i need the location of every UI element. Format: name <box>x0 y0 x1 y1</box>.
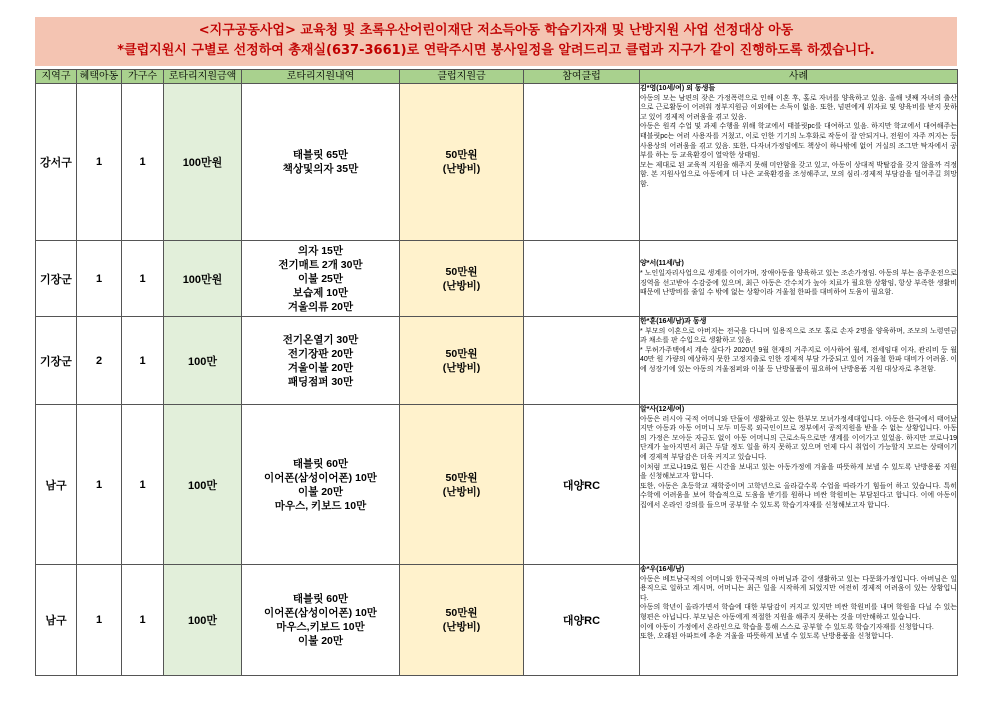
rotary-items-cell <box>242 565 400 676</box>
households-cell: 1 <box>122 317 164 405</box>
donation-item: 마우스,키보드 10만 <box>276 621 365 633</box>
case-cell <box>640 405 958 565</box>
club-amount: 50만원 <box>445 607 478 619</box>
children-cell: 2 <box>77 317 122 405</box>
rotary-amount-cell: 100만원 <box>164 241 242 317</box>
donation-item: 전기온열기 30만 <box>282 333 359 346</box>
banner-notice: *클럽지원시 구별로 선정하여 총재실(637-3661)로 연락주시면 봉사일정을 알려드리고 클럽과 지구가 같이 진행하도록 하겠습니다. <box>117 43 875 58</box>
club-cell <box>524 317 640 405</box>
children-cell: 1 <box>77 405 122 565</box>
club-note: (난방비) <box>442 163 481 175</box>
club-amount-cell <box>400 241 524 317</box>
district-cell: 남구 <box>36 565 77 676</box>
table-row <box>36 317 958 405</box>
donation-item: 패딩점퍼 30만 <box>287 375 354 388</box>
rotary-amount-cell: 100만 <box>164 405 242 565</box>
club-amount: 50만원 <box>445 265 478 278</box>
rotary-items-cell <box>242 317 400 405</box>
club-cell: 대양RC <box>524 405 640 565</box>
donation-item: 태블릿 60만 <box>292 593 349 605</box>
club-note: (난방비) <box>442 485 481 498</box>
header-children: 혜택아동 <box>77 70 122 84</box>
club-amount: 50만원 <box>445 149 478 161</box>
header-district: 지역구 <box>36 70 77 84</box>
rotary-items-cell <box>242 241 400 317</box>
club-amount-cell <box>400 565 524 676</box>
club-amount-cell <box>400 84 524 241</box>
donation-item: 이불 20만 <box>297 485 344 498</box>
children-cell: 1 <box>77 565 122 676</box>
table-row <box>36 565 958 676</box>
case-name: 한*훈(16세/남)과 동생 <box>640 318 707 325</box>
table-row <box>36 405 958 565</box>
club-amount: 50만원 <box>445 347 478 360</box>
donation-item: 마우스, 키보드 10만 <box>274 499 367 512</box>
club-note: (난방비) <box>442 621 481 633</box>
rotary-amount-cell: 100만 <box>164 317 242 405</box>
banner-title: <지구공동사업> 교육청 및 초록우산어린이재단 저소득아동 학습기자재 및 난방지원 사업 선정대상 아동 <box>198 23 794 38</box>
donation-item: 전기장판 20만 <box>287 347 354 360</box>
club-note: (난방비) <box>442 361 481 374</box>
households-cell: 1 <box>122 241 164 317</box>
club-cell <box>524 84 640 241</box>
case-text: 아동은 베트남국적의 어머니와 한국국적의 아버님과 같이 생활하고 있는 다문화가정입니다. 아버님은 일용직으로 일하고 계시며, 어머니는 최근 일을 시작하게 되었지만 여전히 경제적 어려움이 있는 상황입니다. 아동의 학년이 올라가면서 학습에 대한 부담감이 커지고 있지만 비싼 학원비를 내며 학원을 다닐 수 있는 형편은 아닙니다. 부모님은 아동에게 적절한 지원을 해주지 못하는 것을 미안해하고 있습니다. 이에 아동이 가정에서 온라인으로 학습을 통해 스스로 공부할 수 있도록 학습기자재를 신청합니다. 또한, 오래된 아파트에 추운 겨울을 따뜻하게 보낼 수 있도록 난방용품을 신청합니다. <box>640 575 957 641</box>
case-text: 아동의 모는 남편의 잦은 가정폭력으로 인해 이혼 후, 홀로 자녀를 양육하고 있음. 올해 넷째 자녀의 출산으로 근로활동이 어려워 정부지원금 이외에는 소득이 없음. 또한, 넘편에게 위자료 및 양육비를 받지 못하고 있어 경제적 어려움을 겪고 있음. 아동은 원격 수업 및 과제 수행을 위해 학교에서 태블릿pc를 대여하고 있음. 하지만 학교에서 대여해주는 태블릿pc는 여러 사용자를 거쳤고, 이로 인한 기기의 노후화로 작동이 잘 안되거나, 전원이 자주 꺼지는 등 사용상의 어려움을 겪고 있음. 또한, 다자녀가정임에도 책상이 하나밖에 없어 거실의 조그만 탁자에서 공부를 하는 등 교육환경이 열악한 상태임. 모는 제대로 된 교육적 지원을 해주지 못해 미안함을 갖고 있고, 아동이 상대적 박탈감을 갖지 않을까 걱정함. 본 지원사업으로 아동에게 더 나은 교육환경을 조성해주고, 모의 심리·경제적 부담감을 덜어주길 희망함. <box>640 94 957 188</box>
donation-item: 이불 20만 <box>297 635 344 647</box>
donation-item: 겨울의류 20만 <box>287 300 354 313</box>
header-rotary-amount: 로타리지원금액 <box>164 70 242 84</box>
case-name: 알*사(12세/여) <box>640 406 685 413</box>
donation-item: 태블릿 65만 <box>292 149 349 161</box>
case-name: 양*서(11세/남) <box>640 260 684 268</box>
donation-item: 태블릿 60만 <box>292 457 349 470</box>
district-cell: 기장군 <box>36 241 77 317</box>
header-club: 참여클럽 <box>524 70 640 84</box>
club-cell: 대양RC <box>524 565 640 676</box>
club-amount-cell <box>400 317 524 405</box>
club-amount-cell <box>400 405 524 565</box>
donation-item: 이어폰(삼성이어폰) 10만 <box>264 471 377 484</box>
donation-item: 겨울이불 20만 <box>287 361 354 374</box>
title-banner <box>35 17 957 66</box>
households-cell: 1 <box>122 84 164 241</box>
case-cell <box>640 241 958 317</box>
club-cell <box>524 241 640 317</box>
table-row <box>36 241 958 317</box>
case-name: 송*우(16세/남) <box>640 566 685 573</box>
case-cell <box>640 565 958 676</box>
table-row <box>36 84 958 241</box>
case-cell <box>640 84 958 241</box>
header-row <box>36 70 958 84</box>
selection-table <box>35 69 958 676</box>
district-cell: 강서구 <box>36 84 77 241</box>
case-text: * 노인일자리사업으로 생계를 이어가며, 장애아동을 양육하고 있는 조손가정임. 아동의 부는 음주운전으로 징역을 선고받아 수감중에 있으며, 최근 아동은 간수치가 높아 치료가 필요한 상황임, 항상 부족한 생활비때문에 난방비를 줄일 수 밖에 없는 상황이라 겨울철 한파를 대비하여 도움이 필요함. <box>640 269 957 297</box>
header-households: 가구수 <box>122 70 164 84</box>
donation-item: 이불 25만 <box>297 272 344 285</box>
children-cell: 1 <box>77 241 122 317</box>
rotary-amount-cell: 100만 <box>164 565 242 676</box>
case-text: 아동은 러시아 국적 어머니와 단둘이 생활하고 있는 한부모 모녀가정세대입니다. 아동은 한국에서 태어났지만 아동과 아동 어머니 모두 미등록 외국인이므로 정부에서 공적지원을 받을 수 없는 상황입니다. 아동의 가정은 모아둔 자금도 없이 아동 어머니의 근로소득으로만 생계를 이어가고 있었음. 하지만 코로나19 단계가 높아지면서 최근 두달 정도 일을 하지 못하고 있으며 언제 다시 취업이 가능할지 모르는 상태이기에 경제적 부담감은 더욱 커지고 있습니다. 이처럼 코로나19로 힘든 시간을 보내고 있는 아동가정에 겨울을 따뜻하게 보낼 수 있도록 난방용품 지원을 신청해보고자 합니다. 또한, 아동은 초등학교 재학중이며 고학년으로 올라갈수록 수업을 따라가기 힘들어 하고 있습니다. 특히 수학에 어려움을 보여 학습적으로 도움을 받기를 원하나 비싼 학원비는 부담된다고 합니다. 이에 아동이 집에서 온라인 강의를 들으며 공부할 수 있도록 학습기자재를 신청해보고자 합니다. <box>640 415 957 509</box>
donation-item: 책상및의자 35만 <box>282 163 359 175</box>
donation-item: 보습제 10만 <box>292 286 349 299</box>
donation-item: 의자 15만 <box>297 244 344 257</box>
rotary-items-cell <box>242 405 400 565</box>
club-note: (난방비) <box>442 279 481 292</box>
district-cell: 기장군 <box>36 317 77 405</box>
header-rotary-items: 로타리지원내역 <box>242 70 400 84</box>
donation-item: 이어폰(삼성이어폰) 10만 <box>264 607 377 619</box>
rotary-amount-cell: 100만원 <box>164 84 242 241</box>
case-text: * 부모의 이혼으로 아버지는 전국을 다니며 일용직으로 조모 홀로 손자 2명을 양육하며, 조모의 노령연금과 채소를 판 수입으로 생활하고 있음. * 무허가주택에서 계속 살다가 2020년 9월 현재의 거주지로 이사하여 월세, 전세임대 이자, 관리비 등 월 40만 원 가량의 예상하지 못한 고정지출로 인한 경제적 부담 가중되고 있어 겨울철 한파 대비가 어려움. 이에 성장기에 있는 아동의 겨울점퍼와 이불 등 난방물품이 필요하여 난방용품 지원 대상자로 추천함. <box>640 327 957 373</box>
header-club-amount: 클럽지원금 <box>400 70 524 84</box>
rotary-items-cell <box>242 84 400 241</box>
district-cell: 남구 <box>36 405 77 565</box>
households-cell: 1 <box>122 405 164 565</box>
header-case: 사례 <box>640 70 958 84</box>
club-amount: 50만원 <box>445 471 478 484</box>
children-cell: 1 <box>77 84 122 241</box>
donation-item: 전기매트 2개 30만 <box>278 258 363 271</box>
case-name: 김*영(10세/여) 외 동생들 <box>640 85 716 92</box>
households-cell: 1 <box>122 565 164 676</box>
case-cell <box>640 317 958 405</box>
